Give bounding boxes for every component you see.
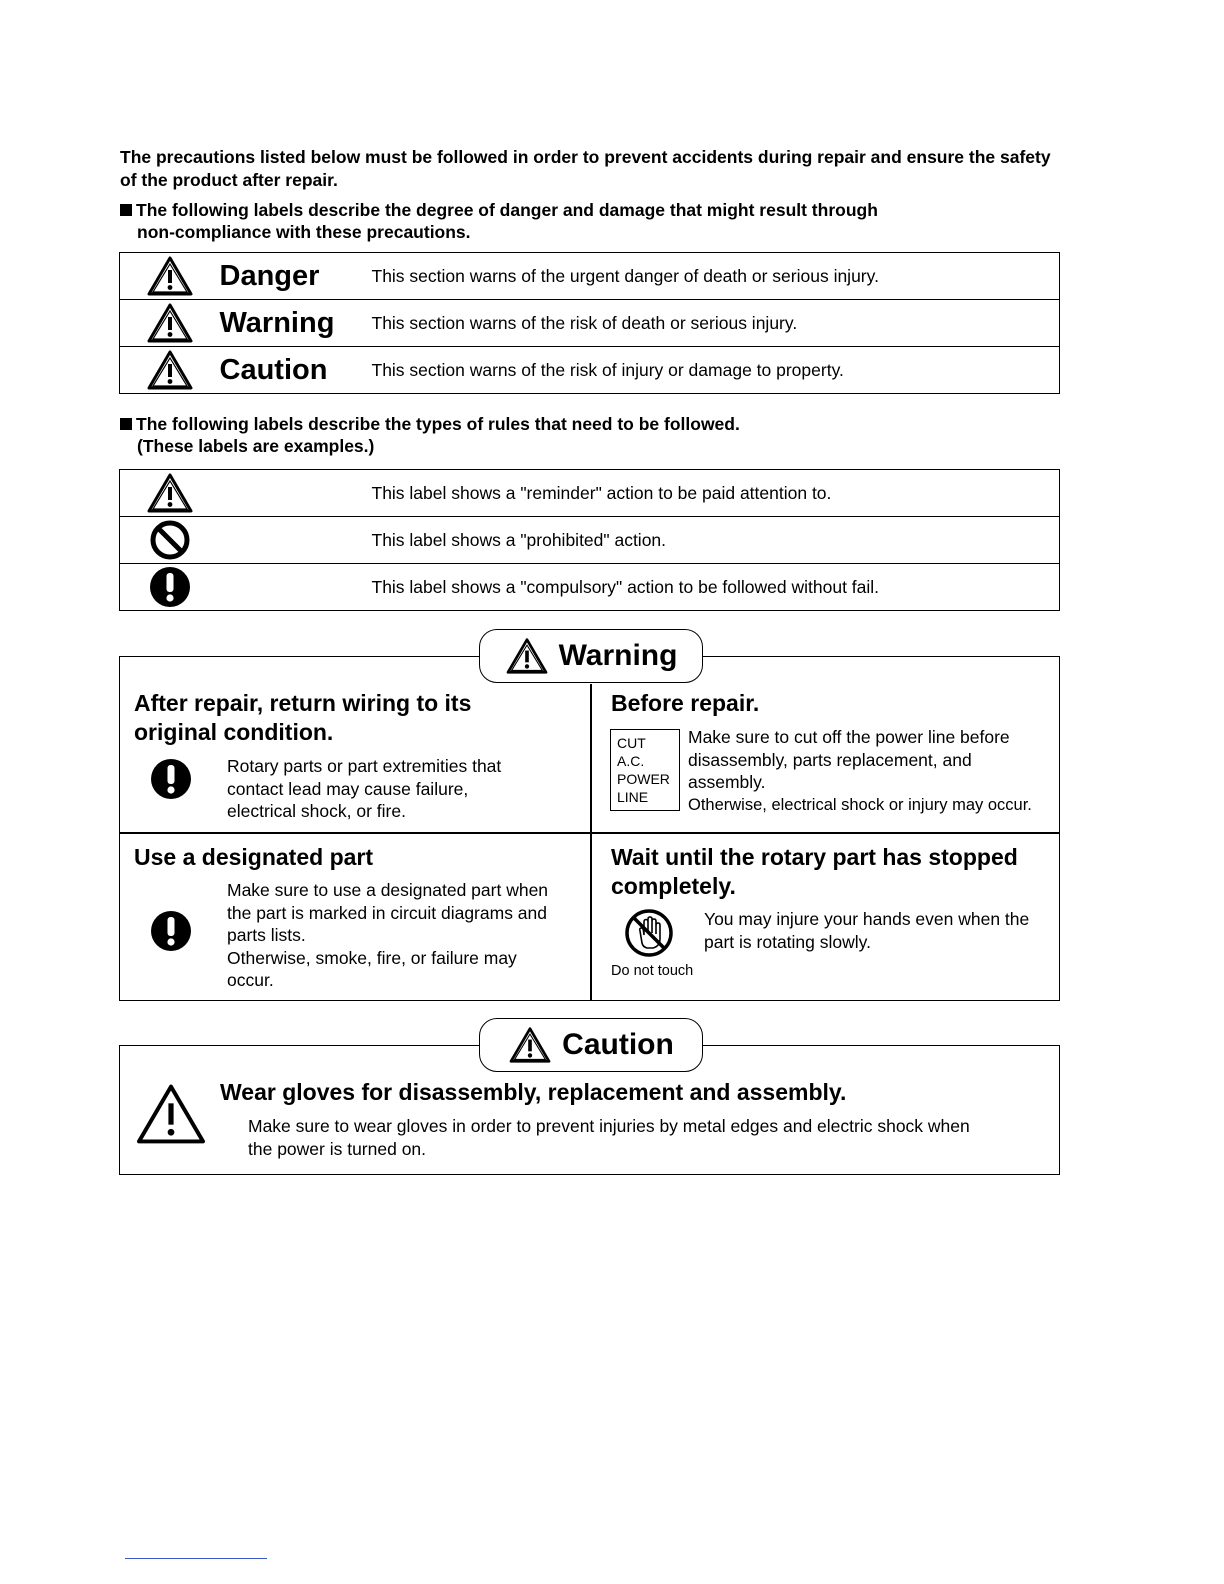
warning-triangle-icon xyxy=(120,253,220,300)
caution-text: This section warns of the risk of injury or damage to property. xyxy=(372,347,1060,394)
table-row xyxy=(120,470,1060,517)
section2-heading-text: The following labels describe the types of rules that need to be followed. xyxy=(136,414,740,434)
rotary-heading-cont: completely. xyxy=(611,873,736,899)
prohibited-icon xyxy=(120,517,220,564)
caution-box-title-text: Caution xyxy=(562,1028,674,1061)
before-repair-body: Make sure to cut off the power line before disassembly, parts replacement, and assembly. Otherwise, electrical shock or injury may occur. xyxy=(688,726,1056,816)
wiring-body: Rotary parts or part extremities that contact lead may cause failure, electrical shock, or fire. xyxy=(227,756,502,821)
warning-box-title-text: Warning xyxy=(558,639,678,672)
warning-triangle-icon xyxy=(508,1026,552,1064)
wiring-heading-cont: original condition. xyxy=(134,719,334,745)
table-row xyxy=(120,347,1060,394)
table-row xyxy=(120,564,1060,611)
cut-power-label: CUT A.C. POWER LINE xyxy=(610,729,680,811)
before-repair-heading: Before repair. xyxy=(611,690,760,716)
danger-label: Danger xyxy=(219,259,320,292)
danger-text: This section warns of the urgent danger of death or serious injury. xyxy=(371,265,879,286)
warning-triangle-icon xyxy=(120,470,220,517)
wiring-cell xyxy=(134,689,584,747)
warning-triangle-icon xyxy=(120,300,220,347)
rotary-cell xyxy=(611,843,1056,901)
compulsory-text: This label shows a "compulsory" action to be followed without fail. xyxy=(372,564,1060,611)
caution-label: Caution xyxy=(220,347,372,394)
intro-text: The precautions listed below must be followed in order to prevent accidents during repair and ensure the safety of the product after repair. xyxy=(120,147,1051,190)
rotary-body: You may injure your hands even when the part is rotating slowly. xyxy=(704,909,1030,952)
compulsory-icon xyxy=(150,910,192,952)
rule-types-table xyxy=(119,469,1060,611)
danger-levels-table xyxy=(119,252,1060,394)
section1-heading xyxy=(120,199,1070,243)
designated-part-body: Make sure to use a designated part when the part is marked in circuit diagrams and parts lists. Otherwise, smoke, fire, or failure may occur. xyxy=(227,880,549,990)
bullet-square-icon xyxy=(120,418,132,430)
do-not-touch-caption: Do not touch xyxy=(611,963,694,979)
rotary-heading: Wait until the rotary part has stopped xyxy=(611,844,1018,870)
reminder-text: This label shows a "reminder" action to be paid attention to. xyxy=(371,482,832,503)
table-row xyxy=(120,253,1060,300)
do-not-touch-icon xyxy=(623,907,675,959)
table-row xyxy=(120,300,1060,347)
prohibited-text: This label shows a "prohibited" action. xyxy=(372,517,1060,564)
before-repair-note: Otherwise, electrical shock or injury may occur. xyxy=(688,795,1032,814)
section2-heading-cont: (These labels are examples.) xyxy=(137,436,375,456)
section1-heading-text: The following labels describe the degree of danger and damage that might result through xyxy=(136,200,878,220)
warning-triangle-icon xyxy=(134,1082,208,1146)
wiring-heading: After repair, return wiring to its xyxy=(134,690,472,716)
compulsory-icon xyxy=(150,758,192,800)
compulsory-icon xyxy=(120,564,220,611)
section2-heading xyxy=(120,413,1070,457)
section1-heading-cont: non-compliance with these precautions. xyxy=(137,222,471,242)
warning-triangle-icon xyxy=(505,637,549,675)
warning-triangle-icon xyxy=(120,347,220,394)
warning-label: Warning xyxy=(220,300,372,347)
designated-part-heading: Use a designated part xyxy=(134,844,374,870)
footer-rule xyxy=(125,1558,267,1559)
bullet-square-icon xyxy=(120,204,132,216)
caution-box-title xyxy=(479,1018,703,1072)
warning-text: This section warns of the risk of death or serious injury. xyxy=(372,300,1060,347)
gloves-heading: Wear gloves for disassembly, replacement and assembly. xyxy=(220,1079,847,1105)
gloves-body: Make sure to wear gloves in order to prevent injuries by metal edges and electric shock when the power is turned on. xyxy=(248,1116,970,1159)
warning-box-title xyxy=(479,629,703,683)
table-row xyxy=(120,517,1060,564)
